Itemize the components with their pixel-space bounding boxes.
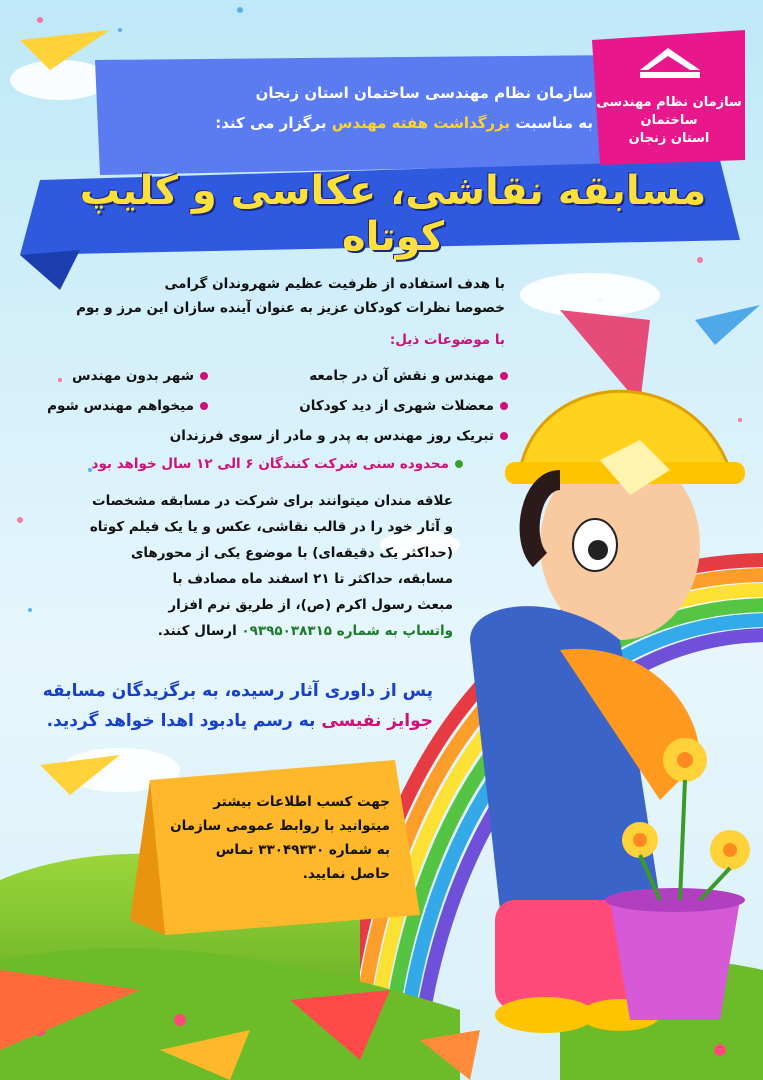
award-line2 [23,706,433,736]
contact-line: به شماره ۳۳۰۴۹۳۳۰ تماس [215,842,390,858]
award-suffix: به رسم یادبود اهدا خواهد گردید. [46,711,316,731]
occasion-prefix: به مناسبت [515,114,593,132]
instructions-line [33,618,453,644]
contact-line: حاصل نمایید. [302,866,390,882]
instructions-line: علاقه مندان میتوانند برای شرکت در مسابقه مشخصات [92,493,453,509]
logo-line2: استان زنجان [628,131,710,146]
instructions-line: (حداکثر یک دقیقه‌ای) با موضوع یکی از محورهای [130,545,453,561]
contact-line: جهت کسب اطلاعات بیشتر [213,794,390,810]
intro-line2: خصوصا نظرات کودکان عزیز به عنوان آینده سازان این مرز و بوم [76,300,505,316]
bullet-icon [455,460,463,468]
age-limit: محدوده سنی شرکت کنندگان ۶ الی ۱۲ سال خواهد بود [43,456,463,472]
intro-line1: با هدف استفاده از ظرفیت عظیم شهروندان گرامی [164,276,505,292]
organizer-line: سازمان نظام مهندسی ساختمان استان زنجان [255,84,593,102]
instructions-line: مبعث رسول اکرم (ص)، از طریق نرم افزار [168,597,453,613]
bullet-icon [500,372,508,380]
topic-item: میخواهم مهندس شوم [47,398,208,414]
logo [596,94,742,148]
award-highlight: جوایز نفیسی [321,711,433,731]
whatsapp-number: واتساپ به شماره ۰۹۳۹۵۰۳۸۳۱۵ [241,623,453,639]
contact-line: میتوانید با روابط عمومی سازمان [170,818,390,834]
organizer-header [153,78,593,138]
logo-line1: سازمان نظام مهندسی ساختمان [596,95,742,128]
topics-title: با موضوعات ذیل: [389,332,505,348]
topic-item: معضلات شهری از دید کودکان [299,398,508,414]
bullet-icon [200,372,208,380]
occasion-suffix: برگزار می کند: [215,114,327,132]
contact-note [170,790,390,886]
topic-item: تبریک روز مهندس به پدر و مادر از سوی فرزندان [170,428,508,444]
instructions-line: و آثار خود را در قالب نقاشی، عکس و یا یک فیلم کوتاه [89,519,453,535]
topic-item: شهر بدون مهندس [72,368,208,384]
instructions [33,488,453,644]
occasion-highlight: بزرگداشت هفته مهندس [331,114,511,132]
instructions-line: مسابقه، حداکثر تا ۲۱ اسفند ماه مصادف با [172,571,453,587]
intro-text [35,272,505,320]
bullet-icon [500,432,508,440]
bullet-icon [200,402,208,410]
award-notice [23,676,433,736]
topic-item: مهندس و نقش آن در جامعه [309,368,508,384]
instructions-suffix: ارسال کنند. [157,623,237,639]
bullet-icon [500,402,508,410]
occasion-line [153,108,593,138]
award-line1: پس از داوری آثار رسیده، به برگزیدگان مسابقه [42,681,433,701]
page-title: مسابقه نقاشی، عکاسی و کلیپ کوتاه [79,168,707,260]
